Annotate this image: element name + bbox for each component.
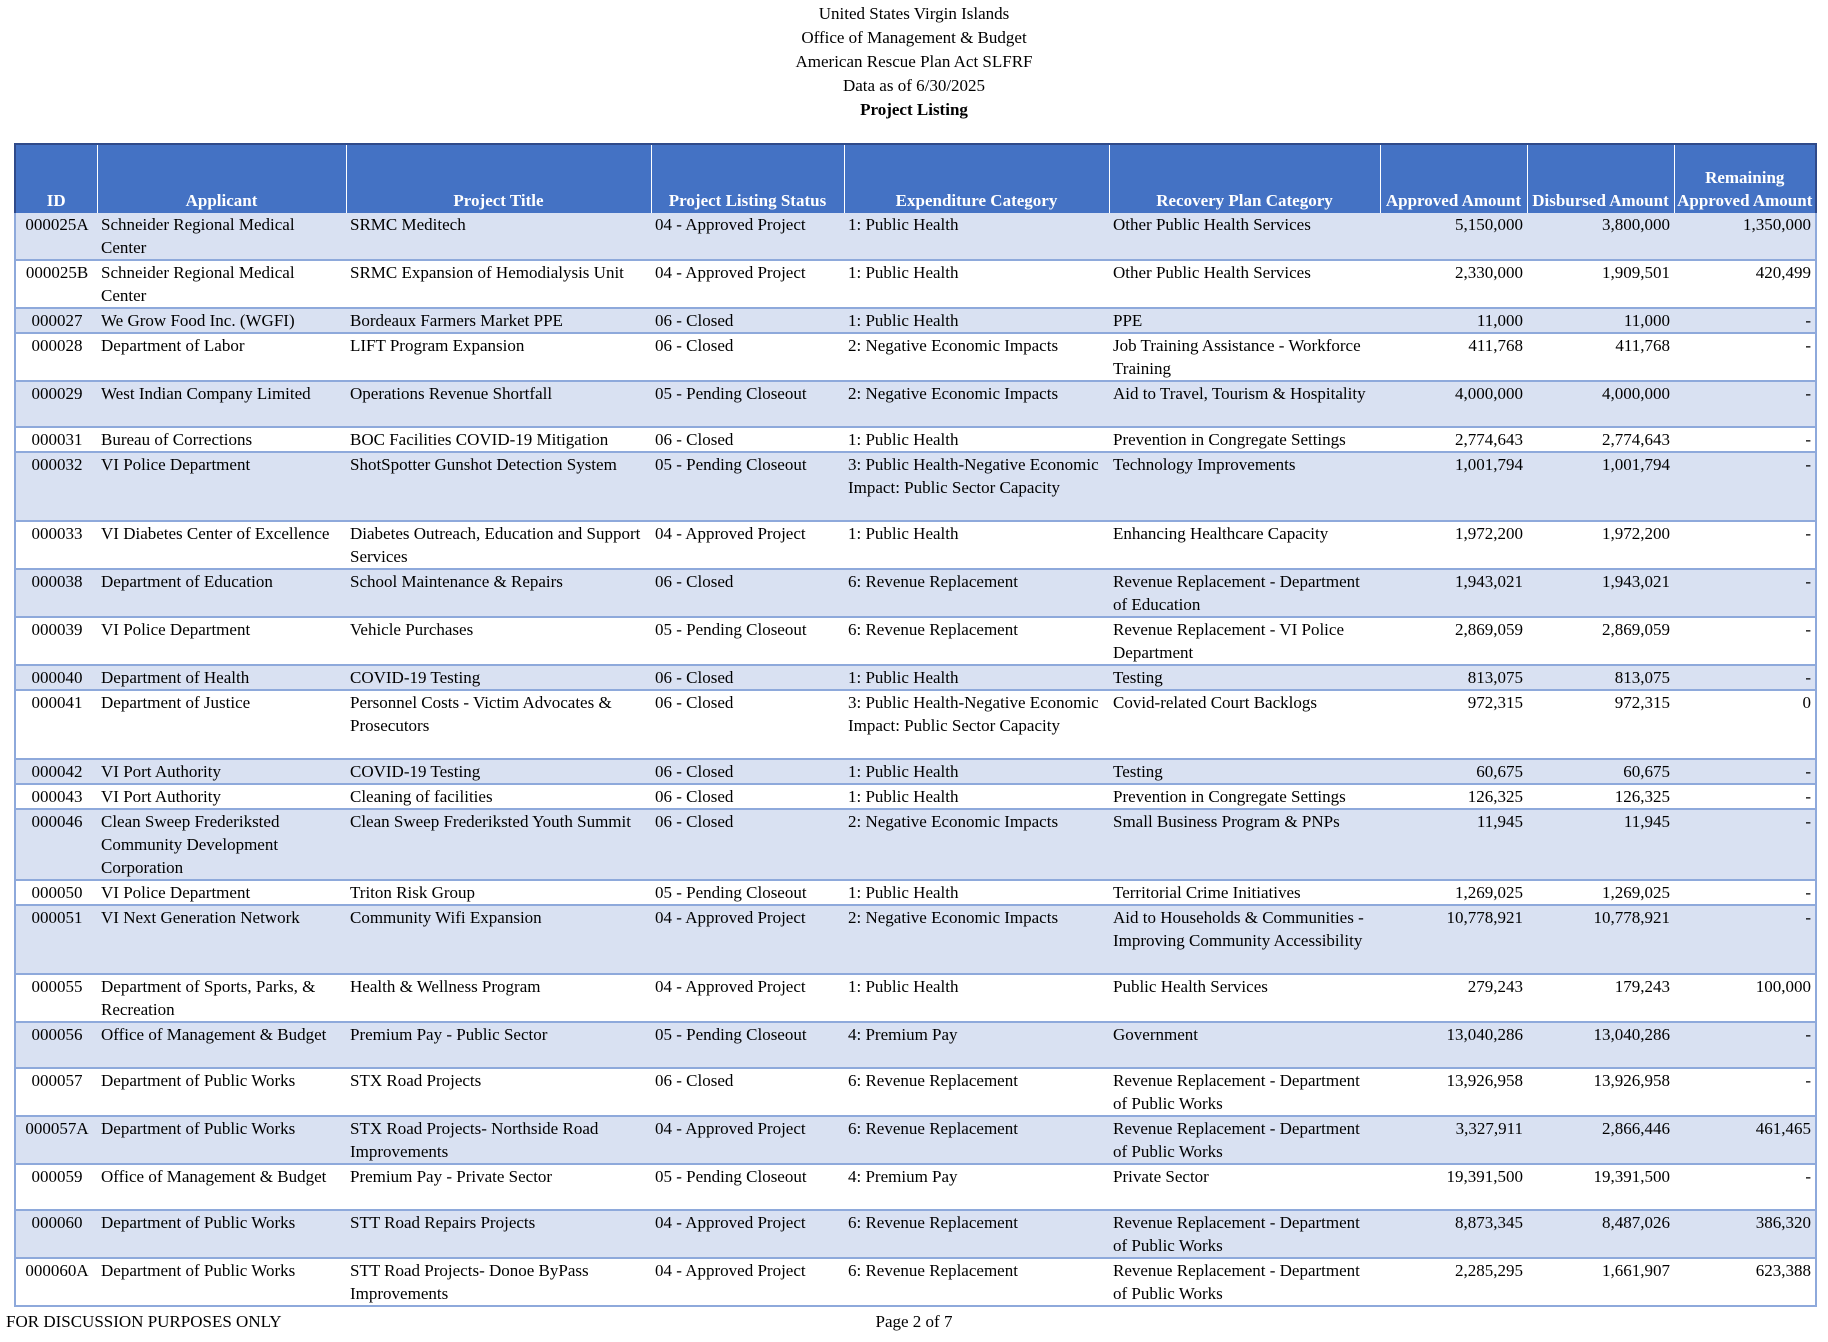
cell-status: 06 - Closed: [651, 308, 844, 333]
table-row: [15, 452, 1816, 521]
cell-project-title: Premium Pay - Public Sector: [346, 1022, 651, 1068]
col-header-remaining-amount: Remaining Approved Amount: [1674, 144, 1816, 213]
cell-status: 05 - Pending Closeout: [651, 381, 844, 427]
cell-recovery-plan-category: PPE: [1109, 308, 1380, 333]
cell-expenditure-category: 1: Public Health: [844, 213, 1109, 260]
cell-remaining-amount: -: [1674, 1022, 1816, 1068]
cell-id: 000033: [15, 521, 97, 569]
cell-status: 06 - Closed: [651, 427, 844, 452]
cell-status: 05 - Pending Closeout: [651, 1164, 844, 1210]
table-row: [15, 974, 1816, 1022]
cell-remaining-amount: 386,320: [1674, 1210, 1816, 1258]
cell-expenditure-category: 2: Negative Economic Impacts: [844, 381, 1109, 427]
col-header-project-title: Project Title: [346, 144, 651, 213]
col-header-approved-amount: Approved Amount: [1380, 144, 1527, 213]
cell-disbursed-amount: 1,972,200: [1527, 521, 1674, 569]
cell-applicant: Bureau of Corrections: [97, 427, 346, 452]
cell-disbursed-amount: 8,487,026: [1527, 1210, 1674, 1258]
cell-recovery-plan-category: Enhancing Healthcare Capacity: [1109, 521, 1380, 569]
cell-project-title: Operations Revenue Shortfall: [346, 381, 651, 427]
cell-id: 000032: [15, 452, 97, 521]
cell-id: 000038: [15, 569, 97, 617]
cell-expenditure-category: 4: Premium Pay: [844, 1164, 1109, 1210]
cell-id: 000025B: [15, 260, 97, 308]
cell-recovery-plan-category: Testing: [1109, 665, 1380, 690]
cell-expenditure-category: 2: Negative Economic Impacts: [844, 905, 1109, 974]
header-line-4: Data as of 6/30/2025: [842, 76, 986, 95]
cell-id: 000042: [15, 759, 97, 784]
cell-approved-amount: 2,285,295: [1380, 1258, 1527, 1306]
cell-project-title: Clean Sweep Frederiksted Youth Summit: [346, 809, 651, 880]
cell-expenditure-category: 1: Public Health: [844, 880, 1109, 905]
cell-applicant: VI Police Department: [97, 880, 346, 905]
cell-project-title: LIFT Program Expansion: [346, 333, 651, 381]
cell-disbursed-amount: 972,315: [1527, 690, 1674, 759]
cell-status: 06 - Closed: [651, 759, 844, 784]
cell-id: 000055: [15, 974, 97, 1022]
cell-applicant: Schneider Regional Medical Center: [97, 213, 346, 260]
cell-applicant: Department of Public Works: [97, 1116, 346, 1164]
cell-project-title: SRMC Meditech: [346, 213, 651, 260]
cell-id: 000057A: [15, 1116, 97, 1164]
cell-expenditure-category: 1: Public Health: [844, 308, 1109, 333]
cell-recovery-plan-category: Government: [1109, 1022, 1380, 1068]
header-line-1: United States Virgin Islands: [818, 4, 1010, 23]
cell-recovery-plan-category: Covid-related Court Backlogs: [1109, 690, 1380, 759]
cell-expenditure-category: 3: Public Health-Negative Economic Impact: Public Sector Capacity: [844, 452, 1109, 521]
cell-disbursed-amount: 19,391,500: [1527, 1164, 1674, 1210]
cell-disbursed-amount: 13,926,958: [1527, 1068, 1674, 1116]
cell-recovery-plan-category: Technology Improvements: [1109, 452, 1380, 521]
table-row: [15, 759, 1816, 784]
cell-recovery-plan-category: Job Training Assistance - Workforce Training: [1109, 333, 1380, 381]
cell-approved-amount: 13,926,958: [1380, 1068, 1527, 1116]
cell-disbursed-amount: 1,661,907: [1527, 1258, 1674, 1306]
table-row: [15, 427, 1816, 452]
cell-approved-amount: 1,001,794: [1380, 452, 1527, 521]
cell-applicant: VI Police Department: [97, 617, 346, 665]
cell-status: 04 - Approved Project: [651, 260, 844, 308]
cell-disbursed-amount: 1,269,025: [1527, 880, 1674, 905]
cell-project-title: ShotSpotter Gunshot Detection System: [346, 452, 651, 521]
cell-id: 000060: [15, 1210, 97, 1258]
footer-disclaimer: FOR DISCUSSION PURPOSES ONLY: [6, 1312, 282, 1331]
cell-recovery-plan-category: Aid to Households & Communities - Improving Community Accessibility: [1109, 905, 1380, 974]
cell-remaining-amount: -: [1674, 1068, 1816, 1116]
table-row: [15, 1210, 1816, 1258]
cell-applicant: VI Port Authority: [97, 759, 346, 784]
cell-expenditure-category: 1: Public Health: [844, 759, 1109, 784]
cell-applicant: Office of Management & Budget: [97, 1022, 346, 1068]
cell-id: 000031: [15, 427, 97, 452]
cell-applicant: Department of Education: [97, 569, 346, 617]
cell-status: 05 - Pending Closeout: [651, 452, 844, 521]
table-row: [15, 381, 1816, 427]
cell-disbursed-amount: 3,800,000: [1527, 213, 1674, 260]
cell-recovery-plan-category: Prevention in Congregate Settings: [1109, 427, 1380, 452]
cell-remaining-amount: -: [1674, 1164, 1816, 1210]
cell-id: 000051: [15, 905, 97, 974]
table-row: [15, 665, 1816, 690]
cell-project-title: Diabetes Outreach, Education and Support Services: [346, 521, 651, 569]
cell-id: 000029: [15, 381, 97, 427]
cell-approved-amount: 3,327,911: [1380, 1116, 1527, 1164]
cell-id: 000059: [15, 1164, 97, 1210]
cell-approved-amount: 11,945: [1380, 809, 1527, 880]
cell-expenditure-category: 6: Revenue Replacement: [844, 569, 1109, 617]
cell-expenditure-category: 3: Public Health-Negative Economic Impact: Public Sector Capacity: [844, 690, 1109, 759]
cell-applicant: We Grow Food Inc. (WGFI): [97, 308, 346, 333]
cell-id: 000050: [15, 880, 97, 905]
cell-applicant: Department of Justice: [97, 690, 346, 759]
cell-expenditure-category: 6: Revenue Replacement: [844, 1258, 1109, 1306]
table-row: [15, 1258, 1816, 1306]
cell-status: 05 - Pending Closeout: [651, 880, 844, 905]
cell-project-title: STT Road Projects- Donoe ByPass Improvements: [346, 1258, 651, 1306]
cell-approved-amount: 411,768: [1380, 333, 1527, 381]
cell-expenditure-category: 1: Public Health: [844, 784, 1109, 809]
cell-expenditure-category: 1: Public Health: [844, 521, 1109, 569]
cell-approved-amount: 5,150,000: [1380, 213, 1527, 260]
cell-project-title: School Maintenance & Repairs: [346, 569, 651, 617]
cell-remaining-amount: -: [1674, 905, 1816, 974]
table-row: [15, 569, 1816, 617]
header-line-3: American Rescue Plan Act SLFRF: [795, 52, 1033, 71]
cell-approved-amount: 972,315: [1380, 690, 1527, 759]
col-header-expenditure-category: Expenditure Category: [844, 144, 1109, 213]
cell-recovery-plan-category: Other Public Health Services: [1109, 213, 1380, 260]
cell-status: 06 - Closed: [651, 569, 844, 617]
cell-applicant: VI Port Authority: [97, 784, 346, 809]
cell-id: 000046: [15, 809, 97, 880]
cell-approved-amount: 1,269,025: [1380, 880, 1527, 905]
cell-disbursed-amount: 60,675: [1527, 759, 1674, 784]
cell-disbursed-amount: 4,000,000: [1527, 381, 1674, 427]
cell-applicant: Department of Health: [97, 665, 346, 690]
cell-remaining-amount: -: [1674, 784, 1816, 809]
cell-approved-amount: 1,943,021: [1380, 569, 1527, 617]
cell-recovery-plan-category: Revenue Replacement - Department of Public Works: [1109, 1116, 1380, 1164]
project-listing-table: [14, 143, 1817, 1307]
cell-disbursed-amount: 2,869,059: [1527, 617, 1674, 665]
table-row: [15, 784, 1816, 809]
cell-status: 05 - Pending Closeout: [651, 617, 844, 665]
cell-id: 000043: [15, 784, 97, 809]
cell-disbursed-amount: 10,778,921: [1527, 905, 1674, 974]
cell-approved-amount: 8,873,345: [1380, 1210, 1527, 1258]
cell-id: 000040: [15, 665, 97, 690]
cell-status: 04 - Approved Project: [651, 1210, 844, 1258]
cell-applicant: Department of Sports, Parks, & Recreation: [97, 974, 346, 1022]
cell-applicant: Department of Public Works: [97, 1258, 346, 1306]
cell-project-title: Premium Pay - Private Sector: [346, 1164, 651, 1210]
cell-remaining-amount: -: [1674, 759, 1816, 784]
table-row: [15, 1116, 1816, 1164]
cell-approved-amount: 19,391,500: [1380, 1164, 1527, 1210]
header-row: [15, 144, 1816, 213]
table-row: [15, 690, 1816, 759]
col-header-status: Project Listing Status: [651, 144, 844, 213]
cell-remaining-amount: -: [1674, 333, 1816, 381]
col-header-recovery-plan-category: Recovery Plan Category: [1109, 144, 1380, 213]
cell-approved-amount: 2,869,059: [1380, 617, 1527, 665]
cell-remaining-amount: 461,465: [1674, 1116, 1816, 1164]
cell-id: 000039: [15, 617, 97, 665]
cell-status: 04 - Approved Project: [651, 1258, 844, 1306]
cell-recovery-plan-category: Small Business Program & PNPs: [1109, 809, 1380, 880]
table-row: [15, 333, 1816, 381]
cell-status: 06 - Closed: [651, 784, 844, 809]
cell-project-title: Health & Wellness Program: [346, 974, 651, 1022]
cell-recovery-plan-category: Revenue Replacement - VI Police Department: [1109, 617, 1380, 665]
cell-remaining-amount: 420,499: [1674, 260, 1816, 308]
cell-status: 06 - Closed: [651, 333, 844, 381]
cell-disbursed-amount: 11,000: [1527, 308, 1674, 333]
cell-approved-amount: 2,774,643: [1380, 427, 1527, 452]
cell-remaining-amount: 623,388: [1674, 1258, 1816, 1306]
cell-disbursed-amount: 179,243: [1527, 974, 1674, 1022]
table-row: [15, 260, 1816, 308]
cell-expenditure-category: 6: Revenue Replacement: [844, 1210, 1109, 1258]
cell-expenditure-category: 1: Public Health: [844, 427, 1109, 452]
cell-expenditure-category: 1: Public Health: [844, 665, 1109, 690]
col-header-id: ID: [15, 144, 97, 213]
cell-applicant: Schneider Regional Medical Center: [97, 260, 346, 308]
cell-status: 04 - Approved Project: [651, 1116, 844, 1164]
cell-approved-amount: 813,075: [1380, 665, 1527, 690]
cell-id: 000025A: [15, 213, 97, 260]
cell-project-title: STT Road Repairs Projects: [346, 1210, 651, 1258]
cell-remaining-amount: -: [1674, 308, 1816, 333]
cell-disbursed-amount: 2,866,446: [1527, 1116, 1674, 1164]
cell-expenditure-category: 1: Public Health: [844, 974, 1109, 1022]
cell-approved-amount: 10,778,921: [1380, 905, 1527, 974]
cell-status: 04 - Approved Project: [651, 905, 844, 974]
cell-project-title: Vehicle Purchases: [346, 617, 651, 665]
cell-disbursed-amount: 1,001,794: [1527, 452, 1674, 521]
cell-recovery-plan-category: Testing: [1109, 759, 1380, 784]
cell-status: 04 - Approved Project: [651, 521, 844, 569]
cell-disbursed-amount: 1,943,021: [1527, 569, 1674, 617]
cell-applicant: Clean Sweep Frederiksted Community Development Corporation: [97, 809, 346, 880]
cell-recovery-plan-category: Prevention in Congregate Settings: [1109, 784, 1380, 809]
cell-expenditure-category: 6: Revenue Replacement: [844, 1068, 1109, 1116]
cell-remaining-amount: -: [1674, 665, 1816, 690]
cell-applicant: Department of Public Works: [97, 1210, 346, 1258]
cell-disbursed-amount: 126,325: [1527, 784, 1674, 809]
cell-remaining-amount: -: [1674, 521, 1816, 569]
cell-status: 06 - Closed: [651, 809, 844, 880]
table-row: [15, 308, 1816, 333]
cell-recovery-plan-category: Aid to Travel, Tourism & Hospitality: [1109, 381, 1380, 427]
cell-status: 05 - Pending Closeout: [651, 1022, 844, 1068]
cell-status: 06 - Closed: [651, 690, 844, 759]
footer-page-number: Page 2 of 7: [875, 1312, 953, 1331]
cell-applicant: VI Next Generation Network: [97, 905, 346, 974]
cell-project-title: Cleaning of facilities: [346, 784, 651, 809]
table-row: [15, 905, 1816, 974]
cell-disbursed-amount: 411,768: [1527, 333, 1674, 381]
cell-applicant: Department of Public Works: [97, 1068, 346, 1116]
table-row: [15, 1068, 1816, 1116]
cell-approved-amount: 279,243: [1380, 974, 1527, 1022]
cell-disbursed-amount: 13,040,286: [1527, 1022, 1674, 1068]
cell-applicant: Office of Management & Budget: [97, 1164, 346, 1210]
table-row: [15, 617, 1816, 665]
cell-recovery-plan-category: Territorial Crime Initiatives: [1109, 880, 1380, 905]
cell-approved-amount: 2,330,000: [1380, 260, 1527, 308]
cell-recovery-plan-category: Revenue Replacement - Department of Education: [1109, 569, 1380, 617]
cell-remaining-amount: 1,350,000: [1674, 213, 1816, 260]
cell-remaining-amount: 0: [1674, 690, 1816, 759]
cell-status: 06 - Closed: [651, 665, 844, 690]
cell-project-title: COVID-19 Testing: [346, 759, 651, 784]
cell-approved-amount: 4,000,000: [1380, 381, 1527, 427]
report-header: [0, 2, 1828, 122]
cell-project-title: BOC Facilities COVID-19 Mitigation: [346, 427, 651, 452]
cell-approved-amount: 60,675: [1380, 759, 1527, 784]
cell-remaining-amount: -: [1674, 880, 1816, 905]
table-row: [15, 880, 1816, 905]
cell-disbursed-amount: 1,909,501: [1527, 260, 1674, 308]
cell-recovery-plan-category: Revenue Replacement - Department of Public Works: [1109, 1068, 1380, 1116]
cell-expenditure-category: 6: Revenue Replacement: [844, 1116, 1109, 1164]
cell-recovery-plan-category: Revenue Replacement - Department of Public Works: [1109, 1210, 1380, 1258]
cell-applicant: VI Diabetes Center of Excellence: [97, 521, 346, 569]
cell-project-title: Community Wifi Expansion: [346, 905, 651, 974]
cell-project-title: STX Road Projects: [346, 1068, 651, 1116]
cell-project-title: SRMC Expansion of Hemodialysis Unit: [346, 260, 651, 308]
cell-status: 06 - Closed: [651, 1068, 844, 1116]
cell-recovery-plan-category: Other Public Health Services: [1109, 260, 1380, 308]
cell-id: 000027: [15, 308, 97, 333]
table-row: [15, 521, 1816, 569]
cell-id: 000060A: [15, 1258, 97, 1306]
cell-expenditure-category: 2: Negative Economic Impacts: [844, 809, 1109, 880]
col-header-disbursed-amount: Disbursed Amount: [1527, 144, 1674, 213]
cell-id: 000041: [15, 690, 97, 759]
col-header-applicant: Applicant: [97, 144, 346, 213]
table-body: [15, 213, 1816, 1306]
cell-id: 000057: [15, 1068, 97, 1116]
cell-remaining-amount: -: [1674, 452, 1816, 521]
cell-recovery-plan-category: Private Sector: [1109, 1164, 1380, 1210]
cell-id: 000056: [15, 1022, 97, 1068]
cell-disbursed-amount: 11,945: [1527, 809, 1674, 880]
cell-approved-amount: 126,325: [1380, 784, 1527, 809]
cell-project-title: Bordeaux Farmers Market PPE: [346, 308, 651, 333]
cell-project-title: COVID-19 Testing: [346, 665, 651, 690]
cell-remaining-amount: -: [1674, 617, 1816, 665]
cell-id: 000028: [15, 333, 97, 381]
cell-status: 04 - Approved Project: [651, 213, 844, 260]
cell-approved-amount: 1,972,200: [1380, 521, 1527, 569]
cell-project-title: Personnel Costs - Victim Advocates & Prosecutors: [346, 690, 651, 759]
cell-remaining-amount: -: [1674, 569, 1816, 617]
cell-applicant: VI Police Department: [97, 452, 346, 521]
cell-disbursed-amount: 2,774,643: [1527, 427, 1674, 452]
header-line-2: Office of Management & Budget: [801, 28, 1027, 47]
table-row: [15, 1022, 1816, 1068]
cell-applicant: Department of Labor: [97, 333, 346, 381]
cell-applicant: West Indian Company Limited: [97, 381, 346, 427]
cell-approved-amount: 11,000: [1380, 308, 1527, 333]
cell-expenditure-category: 2: Negative Economic Impacts: [844, 333, 1109, 381]
table-row: [15, 809, 1816, 880]
table-row: [15, 213, 1816, 260]
cell-disbursed-amount: 813,075: [1527, 665, 1674, 690]
cell-remaining-amount: -: [1674, 427, 1816, 452]
report-title: Project Listing: [860, 100, 968, 119]
cell-project-title: STX Road Projects- Northside Road Improvements: [346, 1116, 651, 1164]
cell-approved-amount: 13,040,286: [1380, 1022, 1527, 1068]
cell-remaining-amount: -: [1674, 381, 1816, 427]
table-row: [15, 1164, 1816, 1210]
cell-status: 04 - Approved Project: [651, 974, 844, 1022]
cell-expenditure-category: 6: Revenue Replacement: [844, 617, 1109, 665]
cell-project-title: Triton Risk Group: [346, 880, 651, 905]
cell-recovery-plan-category: Public Health Services: [1109, 974, 1380, 1022]
cell-expenditure-category: 4: Premium Pay: [844, 1022, 1109, 1068]
cell-recovery-plan-category: Revenue Replacement - Department of Public Works: [1109, 1258, 1380, 1306]
cell-remaining-amount: -: [1674, 809, 1816, 880]
cell-remaining-amount: 100,000: [1674, 974, 1816, 1022]
cell-expenditure-category: 1: Public Health: [844, 260, 1109, 308]
